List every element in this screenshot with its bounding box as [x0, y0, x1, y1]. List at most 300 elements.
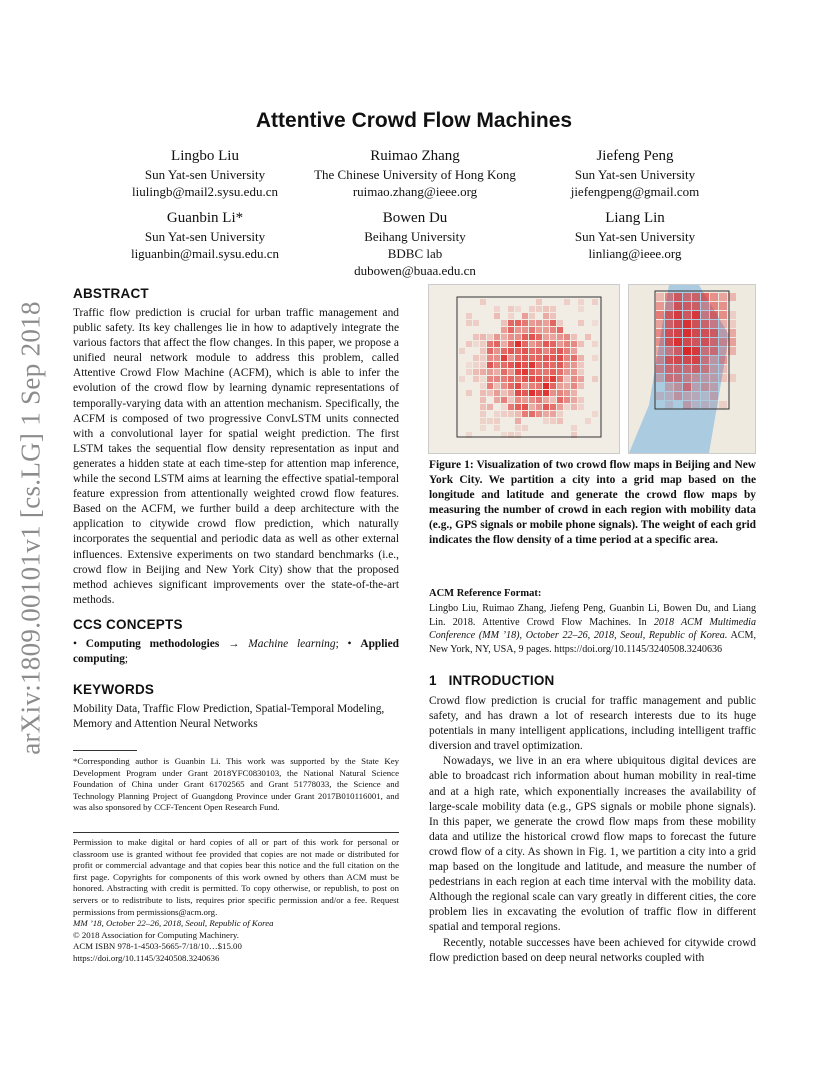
heatmap-cell [571, 348, 577, 354]
heatmap-cell [501, 334, 507, 340]
author-block [300, 209, 530, 279]
heatmap-cell [536, 411, 542, 417]
heatmap-cell [692, 293, 700, 301]
heatmap-cell [665, 356, 673, 364]
heatmap-cell [719, 293, 727, 301]
heatmap-cell [571, 397, 577, 403]
heatmap-cell [550, 411, 556, 417]
heatmap-cell [515, 320, 521, 326]
heatmap-cell [515, 369, 521, 375]
author-block [90, 209, 320, 262]
ccs-item-1-sub: Machine learning [248, 638, 336, 650]
heatmap-cell [459, 348, 465, 354]
heatmap-cell [571, 425, 577, 431]
heatmap-cell [543, 313, 549, 319]
heatmap-cell [665, 320, 673, 328]
heatmap-cell [501, 348, 507, 354]
heatmap-cell [557, 327, 563, 333]
heatmap-cell [719, 311, 727, 319]
acm-ref-heading: ACM Reference Format: [429, 588, 542, 599]
heatmap-cell [550, 390, 556, 396]
heatmap-cell [701, 374, 709, 382]
author-affiliation: The Chinese University of Hong Kong [314, 167, 516, 182]
heatmap-cell [656, 347, 664, 355]
heatmap-cell [557, 383, 563, 389]
heatmap-cell [480, 404, 486, 410]
heatmap-cell [571, 334, 577, 340]
heatmap-cell [701, 293, 709, 301]
figure-1-caption: Figure 1: Visualization of two crowd flow maps in Beijing and New York City. We partition a city into a grid map based on the longitude and latitude and generate the crowd flow maps by measuring the number of crowd in each region with mobility data (e.g., GPS signals or mobile phone signals). The weight of each grid indicates the flow density of a time period at a specific area. [429, 459, 756, 547]
heatmap-cell [529, 320, 535, 326]
heatmap-cell [674, 365, 682, 373]
heatmap-cell [543, 376, 549, 382]
beijing-crowd-flow-map [428, 284, 620, 454]
heatmap-cell [466, 369, 472, 375]
heatmap-cell [710, 365, 718, 373]
heatmap-cell [522, 383, 528, 389]
heatmap-cell [578, 404, 584, 410]
heatmap-cell [557, 411, 563, 417]
heatmap-cell [466, 320, 472, 326]
heatmap-cell [692, 392, 700, 400]
heatmap-cell [515, 390, 521, 396]
heatmap-cell [494, 390, 500, 396]
heatmap-cell [692, 356, 700, 364]
heatmap-cell [515, 425, 521, 431]
heatmap-cell [536, 306, 542, 312]
heatmap-cell [494, 411, 500, 417]
author-email: linliang@ieee.org [588, 246, 682, 261]
author-name: Lingbo Liu [171, 148, 239, 164]
heatmap-cell [710, 293, 718, 301]
heatmap-cell [585, 418, 591, 424]
heatmap-cell [557, 334, 563, 340]
heatmap-cell [656, 356, 664, 364]
heatmap-cell [501, 404, 507, 410]
author-email: liguanbin@mail.sysu.edu.cn [130, 246, 280, 261]
heatmap-cell [683, 329, 691, 337]
intro-body [429, 694, 756, 966]
heatmap-cell [550, 334, 556, 340]
heatmap-cell [529, 411, 535, 417]
heatmap-cell [665, 338, 673, 346]
heatmap-cell [674, 383, 682, 391]
heatmap-cell [710, 374, 718, 382]
heatmap-cell [494, 418, 500, 424]
heatmap-cell [494, 369, 500, 375]
heatmap-cell [508, 390, 514, 396]
heatmap-cell [665, 401, 673, 409]
heatmap-cell [501, 362, 507, 368]
heatmap-cell [473, 369, 479, 375]
heatmap-cell [515, 397, 521, 403]
heatmap-cell [557, 320, 563, 326]
heatmap-cell [529, 390, 535, 396]
heatmap-cell [701, 401, 709, 409]
heatmap-cell [692, 347, 700, 355]
heatmap-cell [480, 348, 486, 354]
heatmap-cell [466, 362, 472, 368]
heatmap-cell [543, 411, 549, 417]
permission-text: Permission to make digital or hard copies of all or part of this work for personal or classroom use is granted without fee provided that copies are not made or distributed for profit or commercial advantage and that copies bear this notice and the full citation on the first page. Copyrights for components of this work owned by others than ACM must be honored. Abstracting with credit is permitted. To copy otherwise, or republish, to post on servers or to redistribute to lists, requires prior specific permission and/or a fee. Request permissions from permissions@acm.org. [73, 837, 399, 917]
heatmap-cell [501, 390, 507, 396]
author-block [520, 209, 750, 262]
heatmap-cell [656, 338, 664, 346]
heatmap-cell [508, 341, 514, 347]
heatmap-cell [501, 341, 507, 347]
heatmap-cell [487, 418, 493, 424]
heatmap-cell [592, 341, 598, 347]
heatmap-cell [683, 392, 691, 400]
heatmap-cell [710, 356, 718, 364]
heatmap-cell [550, 313, 556, 319]
heatmap-cell [564, 362, 570, 368]
doi-line: https://doi.org/10.1145/3240508.3240636 [73, 952, 220, 963]
heatmap-cell [571, 369, 577, 375]
heatmap-cell [543, 320, 549, 326]
heatmap-cell [656, 302, 664, 310]
heatmap-cell [550, 383, 556, 389]
heatmap-cell [480, 397, 486, 403]
heatmap-cell [557, 390, 563, 396]
heatmap-cell [536, 397, 542, 403]
heatmap-cell [501, 327, 507, 333]
heatmap-cell [692, 401, 700, 409]
heatmap-cell [656, 293, 664, 301]
heatmap-cell [508, 327, 514, 333]
heatmap-cell [543, 369, 549, 375]
heatmap-cell [710, 302, 718, 310]
heatmap-cell [692, 320, 700, 328]
heatmap-cell [501, 376, 507, 382]
heatmap-cell [710, 392, 718, 400]
heatmap-cell [564, 355, 570, 361]
heatmap-cell [683, 302, 691, 310]
heatmap-cell [529, 369, 535, 375]
heatmap-cell [480, 411, 486, 417]
acm-ref-part-1: Lingbo Liu, Ruimao Zhang, Jiefeng Peng, Guanbin Li, Bowen Du, and Liang Lin. 2018. Attentive Crowd Flow Machines. In [429, 603, 756, 628]
heatmap-cell [508, 320, 514, 326]
heatmap-cell [536, 299, 542, 305]
heatmap-cell [522, 320, 528, 326]
heatmap-cell [501, 355, 507, 361]
heatmap-cell [719, 374, 727, 382]
author-name: Liang Lin [605, 210, 665, 226]
heatmap-cell [522, 376, 528, 382]
heatmap-cell [719, 347, 727, 355]
heatmap-cell [480, 418, 486, 424]
acm-reference [429, 602, 756, 656]
heatmap-cell [571, 362, 577, 368]
heatmap-cell [692, 365, 700, 373]
heatmap-cell [529, 355, 535, 361]
author-block [520, 147, 750, 200]
intro-number: 1 [429, 673, 437, 688]
author-name: Ruimao Zhang [370, 148, 460, 164]
isbn-line: ACM ISBN 978-1-4503-5665-7/18/10…$15.00 [73, 941, 242, 952]
heatmap-cell [674, 293, 682, 301]
author-email: ruimao.zhang@ieee.org [352, 184, 478, 199]
author-email: jiefengpeng@gmail.com [570, 184, 700, 199]
nyc-crowd-flow-map [628, 284, 756, 454]
heatmap-cell [578, 355, 584, 361]
heatmap-cell [557, 341, 563, 347]
heatmap-cell [494, 397, 500, 403]
heatmap-cell [564, 334, 570, 340]
author-affiliation: Beihang University [364, 229, 466, 244]
heatmap-cell [466, 313, 472, 319]
heatmap-cell [665, 392, 673, 400]
heatmap-cell [529, 313, 535, 319]
heatmap-cell [710, 383, 718, 391]
heatmap-cell [480, 299, 486, 305]
heatmap-cell [515, 383, 521, 389]
heatmap-cell [592, 411, 598, 417]
heatmap-cell [487, 362, 493, 368]
permission-block [73, 837, 399, 965]
heatmap-cell [719, 338, 727, 346]
heatmap-cell [701, 365, 709, 373]
heatmap-cell [501, 397, 507, 403]
heatmap-cell [522, 397, 528, 403]
heatmap-cell [564, 376, 570, 382]
heatmap-cell [674, 311, 682, 319]
heatmap-cell [683, 320, 691, 328]
ccs-heading: CCS CONCEPTS [73, 617, 183, 632]
heatmap-cell [473, 334, 479, 340]
heatmap-cell [536, 362, 542, 368]
heatmap-cell [494, 425, 500, 431]
heatmap-cell [522, 348, 528, 354]
heatmap-cell [719, 302, 727, 310]
heatmap-cell [578, 362, 584, 368]
heatmap-cell [494, 306, 500, 312]
heatmap-cell [674, 338, 682, 346]
heatmap-cell [480, 425, 486, 431]
heatmap-cell [522, 355, 528, 361]
heatmap-cell [665, 374, 673, 382]
heatmap-cell [487, 348, 493, 354]
heatmap-cell [564, 299, 570, 305]
heatmap-cell [656, 311, 664, 319]
heatmap-cell [487, 376, 493, 382]
ccs-arrow: → [228, 638, 240, 650]
heatmap-cell [494, 383, 500, 389]
heatmap-cell [557, 348, 563, 354]
heatmap-cell [585, 334, 591, 340]
heatmap-cell [508, 306, 514, 312]
heatmap-cell [692, 374, 700, 382]
heatmap-cell [543, 341, 549, 347]
heatmap-cell [701, 347, 709, 355]
heatmap-cell [473, 362, 479, 368]
heatmap-cell [536, 327, 542, 333]
heatmap-cell [494, 355, 500, 361]
heatmap-cell [536, 348, 542, 354]
heatmap-cell [550, 320, 556, 326]
heatmap-cell [522, 362, 528, 368]
heatmap-cell [701, 302, 709, 310]
heatmap-cell [571, 404, 577, 410]
heatmap-cell [550, 404, 556, 410]
heatmap-cell [592, 299, 598, 305]
heatmap-cell [543, 390, 549, 396]
author-email: liulingb@mail2.sysu.edu.cn [132, 184, 278, 199]
heatmap-cell [480, 341, 486, 347]
heatmap-cell [487, 369, 493, 375]
heatmap-cell [480, 369, 486, 375]
heatmap-cell [480, 376, 486, 382]
heatmap-cell [550, 348, 556, 354]
heatmap-cell [529, 404, 535, 410]
heatmap-cell [710, 338, 718, 346]
heatmap-cell [529, 341, 535, 347]
heatmap-cell [550, 355, 556, 361]
heatmap-cell [692, 311, 700, 319]
intro-paragraph-2: Nowadays, we live in an era where ubiquitous digital devices are able to broadcast rich information about human mobility in real-time and at a high rate, which exponentially increases the availability of large-scale mobility data (e.g., GPS signals or mobile phone signals). In this paper, we generate the crowd flow maps from these mobility data and utilize the historical crowd flow maps to forecast the future crowd flow of a city. As shown in Fig. 1, we partition a city into a grid map based on the longitude and latitude, and measure the number of pedestrians in each region at each time interval with the mobility data. Although the regional scale can vary greatly in different cities, the core problem lies in excavating the evolution of traffic flow in different spatial and temporal regions. [429, 755, 756, 934]
heatmap-cell [508, 334, 514, 340]
author-name: Guanbin Li* [166, 210, 244, 226]
heatmap-cell [536, 341, 542, 347]
heatmap-cell [656, 365, 664, 373]
heatmap-cell [564, 341, 570, 347]
heatmap-cell [665, 329, 673, 337]
heatmap-cell [683, 401, 691, 409]
heatmap-cell [578, 397, 584, 403]
heatmap-cell [571, 383, 577, 389]
author-block [90, 147, 320, 200]
heatmap-cell [656, 374, 664, 382]
heatmap-cell [508, 348, 514, 354]
heatmap-cell [515, 327, 521, 333]
heatmap-cell [656, 329, 664, 337]
intro-title: INTRODUCTION [448, 673, 555, 688]
heatmap-cell [674, 356, 682, 364]
abstract-text: Traffic flow prediction is crucial for urban traffic management and public safety. Its key challenges lie in how to adaptively integrate the various factors that affect the flow changes. In this paper, we propose a unified neural network module to address this problem, called Attentive Crowd Flow Machine (ACFM), which is able to infer the evolution of the crowd flow by learning dynamic representations of temporally-varying data with an attention mechanism. Specifically, the ACFM is composed of two progressive ConvLSTM units connected with a convolutional layer for spatial weight prediction. The first LSTM takes the sequential flow density representation as input and generates a hidden state at each time-step for attention map inference, while the second LSTM aims at learning the effective spatial-temporal feature expression from attentionally weighted crowd flow features. Based on the ACFM, we further build a deep architecture with the application to citywide crowd flow prediction, which naturally incorporates the sequential and periodic data as well as other external influences. Extensive experiments on two standard benchmarks (i.e., crowd flow in Beijing and New York City) show that the proposed method achieves significant improvements over the state-of-the-art methods. [73, 307, 399, 606]
abstract-heading: ABSTRACT [73, 286, 149, 301]
keywords-text: Mobility Data, Traffic Flow Prediction, Spatial-Temporal Modeling, Memory and Attention Neural Networks [73, 703, 385, 731]
heatmap-cell [578, 376, 584, 382]
heatmap-cell [508, 369, 514, 375]
footnote: *Corresponding author is Guanbin Li. This work was supported by the State Key Development Program under Grant 2018YFC0830103, the National Natural Science Foundation of China under Grant 61702565 and Grant 51778033, the Science and Technology Planning Project of Guangdong Province under Grant 2017B010116001, and was also sponsored by CCF-Tencent Open Research Fund. [73, 756, 399, 813]
heatmap-cell [564, 397, 570, 403]
heatmap-cell [508, 376, 514, 382]
heatmap-cell [529, 306, 535, 312]
acm-ref-venue: 2018 ACM Multimedia Conference (MM ’18), October 22–26, 2018, Seoul, Republic of Korea. [429, 616, 756, 642]
heatmap-cell [571, 376, 577, 382]
heatmap-cell [522, 369, 528, 375]
heatmap-cell [550, 306, 556, 312]
heatmap-cell [487, 383, 493, 389]
heatmap-cell [578, 341, 584, 347]
intro-paragraph-3: Recently, notable successes have been achieved for citywide crowd flow prediction based on deep neural networks coupled with [429, 936, 756, 964]
heatmap-cell [480, 362, 486, 368]
heatmap-cell [543, 306, 549, 312]
heatmap-cell [701, 320, 709, 328]
heatmap-cell [522, 425, 528, 431]
heatmap-cell [487, 404, 493, 410]
heatmap-cell [508, 362, 514, 368]
heatmap-cell [529, 348, 535, 354]
heatmap-cell [543, 334, 549, 340]
heatmap-cell [701, 329, 709, 337]
heatmap-cell [557, 355, 563, 361]
heatmap-cell [692, 383, 700, 391]
heatmap-cell [543, 348, 549, 354]
heatmap-cell [522, 341, 528, 347]
author-email: dubowen@buaa.edu.cn [354, 263, 476, 278]
figure-1 [428, 284, 756, 454]
heatmap-cell [487, 334, 493, 340]
heatmap-cell [466, 341, 472, 347]
heatmap-cell [665, 383, 673, 391]
heatmap-cell [536, 383, 542, 389]
heatmap-cell [550, 341, 556, 347]
heatmap-cell [564, 390, 570, 396]
heatmap-cell [543, 327, 549, 333]
heatmap-cell [494, 334, 500, 340]
heatmap-cell [529, 334, 535, 340]
heatmap-cell [683, 293, 691, 301]
heatmap-cell [501, 320, 507, 326]
heatmap-cell [515, 418, 521, 424]
heatmap-cell [710, 329, 718, 337]
heatmap-cell [592, 355, 598, 361]
heatmap-cell [550, 369, 556, 375]
heatmap-cell [550, 397, 556, 403]
heatmap-cell [571, 355, 577, 361]
heatmap-cell [683, 383, 691, 391]
ccs-item-2: Applied computing [73, 638, 399, 666]
heatmap-cell [480, 355, 486, 361]
heatmap-cell [719, 401, 727, 409]
keywords-heading: KEYWORDS [73, 682, 155, 697]
heatmap-cell [710, 401, 718, 409]
heatmap-cell [473, 320, 479, 326]
heatmap-cell [710, 311, 718, 319]
intro-heading [429, 673, 554, 688]
heatmap-cell [508, 411, 514, 417]
heatmap-cell [487, 341, 493, 347]
heatmap-cell [674, 374, 682, 382]
heatmap-cell [515, 355, 521, 361]
heatmap-cell [494, 376, 500, 382]
heatmap-cell [480, 390, 486, 396]
heatmap-cell [550, 327, 556, 333]
heatmap-cell [701, 311, 709, 319]
heatmap-cell [683, 365, 691, 373]
heatmap-cell [536, 404, 542, 410]
heatmap-cell [494, 313, 500, 319]
heatmap-cell [487, 355, 493, 361]
heatmap-cell [508, 397, 514, 403]
heatmap-cell [578, 369, 584, 375]
heatmap-cell [571, 341, 577, 347]
heatmap-cell [692, 329, 700, 337]
heatmap-cell [515, 341, 521, 347]
heatmap-cell [543, 362, 549, 368]
heatmap-cell [719, 365, 727, 373]
heatmap-cell [578, 383, 584, 389]
author-affiliation: Sun Yat-sen University [144, 167, 266, 182]
heatmap-cell [557, 376, 563, 382]
heatmap-cell [480, 383, 486, 389]
heatmap-cell [522, 404, 528, 410]
heatmap-cell [665, 365, 673, 373]
heatmap-cell [522, 334, 528, 340]
heatmap-cell [529, 376, 535, 382]
heatmap-cell [515, 376, 521, 382]
